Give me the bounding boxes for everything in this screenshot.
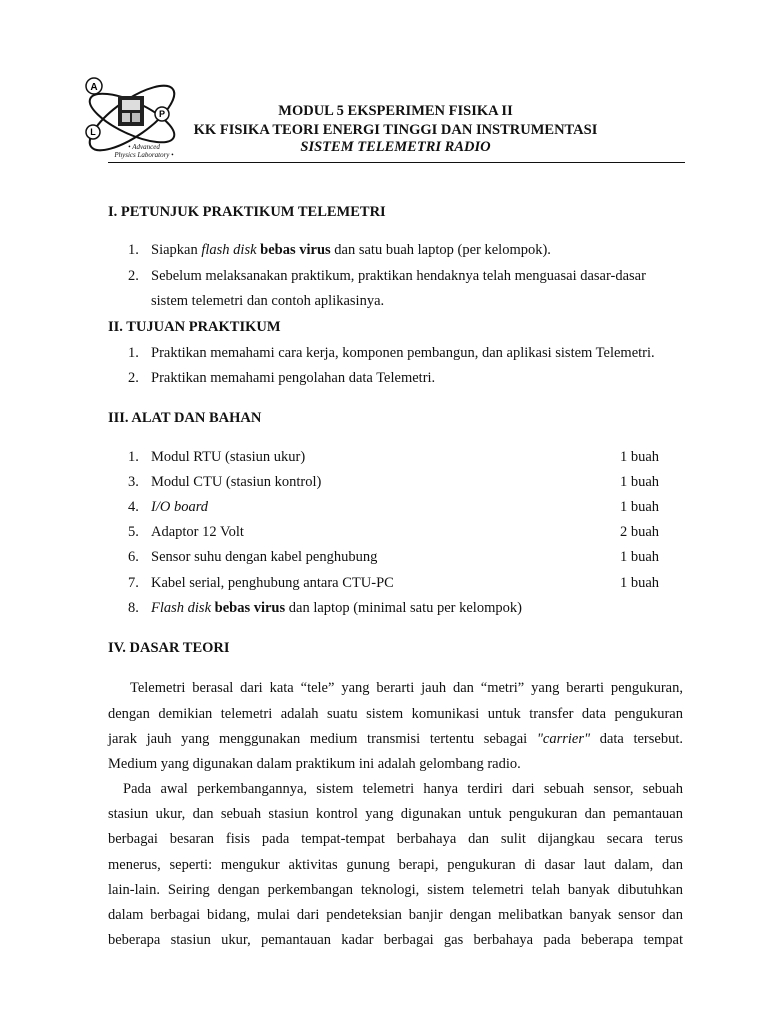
paragraph-line: beberapa stasiun ukur, pemantauan kadar berbagai gas berbahaya pada beberapa tempat [108, 932, 683, 948]
list-number: 1. [128, 449, 139, 465]
header-department: KK FISIKA TEORI ENERGI TINGGI DAN INSTRUMENTASI [193, 122, 598, 138]
list-number: 1. [128, 242, 139, 258]
text-bold: bebas virus [260, 242, 331, 258]
equipment-name [151, 600, 522, 617]
list-number: 1. [128, 345, 139, 361]
list-number: 2. [128, 268, 139, 284]
list-item-text: Sebelum melaksanakan praktikum, praktikan hendaknya telah menguasai dasar-dasar [151, 268, 646, 284]
text-italic: Flash disk [151, 600, 212, 616]
logo-letter-a: A [90, 82, 98, 93]
equipment-name: Kabel serial, penghubung antara CTU-PC [151, 575, 394, 591]
text-segment: jarak jauh yang menggunakan medium transmisi tertentu sebagai [108, 731, 537, 747]
equipment-quantity: 2 buah [620, 524, 660, 540]
header-module-title: MODUL 5 EKSPERIMEN FISIKA II [278, 103, 513, 119]
equipment-quantity: 1 buah [620, 499, 660, 515]
paragraph-line: Telemetri berasal dari kata “tele” yang berarti jauh dan “metri” yang berarti pengukuran, [130, 680, 683, 696]
list-number: 6. [128, 549, 139, 565]
paragraph-line: dengan demikian telemetri adalah suatu sistem komunikasi untuk transfer data pengukuran [108, 706, 683, 722]
text-bold: bebas virus [214, 600, 286, 616]
paragraph-line: lain-lain. Seiring dengan perkembangan teknologi, sistem telemetri telah banyak dibutuhkan [108, 882, 683, 898]
paragraph-line: dalam berbagai bidang, mulai dari pendeteksian banjir dengan melibatkan banyak sensor dan [108, 907, 683, 923]
equipment-name: Modul RTU (stasiun ukur) [151, 449, 306, 465]
list-item-text: Praktikan memahami pengolahan data Telemetri. [151, 370, 436, 386]
paragraph-line: Medium yang digunakan dalam praktikum ini adalah gelombang radio. [108, 756, 521, 772]
section-1-heading: I. PETUNJUK PRAKTIKUM TELEMETRI [108, 204, 386, 220]
logo-letter-p: P [158, 109, 166, 119]
list-number: 4. [128, 499, 139, 515]
text-segment: Siapkan [151, 242, 202, 258]
list-number: 8. [128, 600, 139, 616]
header-divider [108, 162, 685, 163]
logo-caption-line2: Physics Laboratory • [114, 151, 174, 159]
equipment-quantity: 1 buah [620, 474, 660, 490]
section-4-heading: IV. DASAR TEORI [108, 640, 230, 656]
list-item-text-continued: sistem telemetri dan contoh aplikasinya. [151, 293, 385, 309]
section-2-heading: II. TUJUAN PRAKTIKUM [108, 319, 281, 335]
list-number: 3. [128, 474, 139, 490]
text-italic: "carrier" [536, 731, 591, 747]
equipment-quantity: 1 buah [620, 449, 660, 465]
paragraph-line [108, 731, 683, 748]
list-number: 7. [128, 575, 139, 591]
logo-caption-line1: • Advanced [128, 143, 160, 151]
equipment-name: Adaptor 12 Volt [151, 524, 244, 540]
list-number: 5. [128, 524, 139, 540]
list-item-text: Praktikan memahami cara kerja, komponen pembangun, dan aplikasi sistem Telemetri. [151, 345, 655, 361]
text-segment: dan satu buah laptop (per kelompok). [330, 242, 551, 258]
paragraph-line: stasiun ukur, dan sebuah stasiun kontrol yang digunakan untuk pengukuran dan pemantauan [108, 806, 683, 822]
equipment-name: Modul CTU (stasiun kontrol) [151, 474, 322, 490]
equipment-quantity: 1 buah [620, 575, 660, 591]
paragraph-line: menerus, seperti: mengukur aktivitas gunung berapi, pengukuran di dasar laut dalam, dan [108, 857, 683, 873]
equipment-name: I/O board [151, 499, 209, 515]
equipment-quantity: 1 buah [620, 549, 660, 565]
list-number: 2. [128, 370, 139, 386]
text-italic: flash disk [201, 242, 257, 258]
paragraph-line: berbagai besaran fisis pada tempat-tempat berbahaya dan sulit dijangkau secara terus [108, 831, 683, 847]
header-topic: SISTEM TELEMETRI RADIO [300, 139, 491, 155]
logo-letter-l: L [90, 127, 96, 137]
text-segment: data tersebut. [590, 731, 683, 747]
text-segment: dan laptop (minimal satu per kelompok) [285, 600, 522, 616]
section-3-heading: III. ALAT DAN BAHAN [108, 410, 262, 426]
equipment-name: Sensor suhu dengan kabel penghubung [151, 549, 378, 565]
paragraph-line: Pada awal perkembangannya, sistem telemetri hanya terdiri dari sebuah sensor, sebuah [123, 781, 683, 797]
list-item-text [151, 242, 551, 259]
